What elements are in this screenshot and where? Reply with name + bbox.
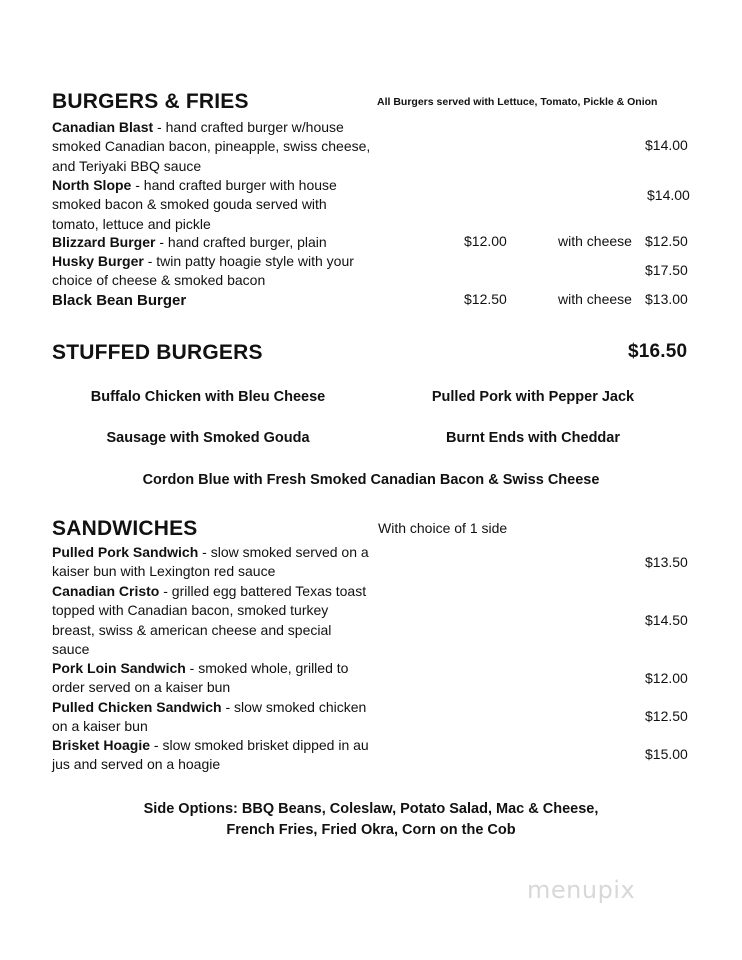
menu-item-husky-burger bbox=[52, 252, 372, 291]
stuffed-option: Sausage with Smoked Gouda bbox=[106, 430, 310, 446]
item-description: - smoked whole, grilled to order served on a kaiser bun bbox=[52, 660, 349, 696]
cheese-label: with cheese bbox=[558, 291, 632, 307]
item-price: $15.00 bbox=[645, 746, 688, 762]
item-price: $14.00 bbox=[645, 137, 688, 153]
stuffed-option: Cordon Blue with Fresh Smoked Canadian Bacon & Swiss Cheese bbox=[142, 472, 600, 488]
item-description: - hand crafted burger with house smoked bacon & smoked gouda served with tomato, lettuce and pickle bbox=[52, 177, 337, 232]
item-price: $12.00 bbox=[645, 670, 688, 686]
item-name: North Slope bbox=[52, 177, 132, 193]
item-description: - slow smoked served on a kaiser bun with Lexington red sauce bbox=[52, 544, 369, 580]
sandwiches-section-title: SANDWICHES bbox=[52, 517, 198, 540]
stuffed-price: $16.50 bbox=[628, 341, 688, 362]
item-description: - grilled egg battered Texas toast topped with Canadian bacon, smoked turkey breast, swiss & american cheese and special sauce bbox=[52, 583, 367, 657]
item-description: - hand crafted burger, plain bbox=[155, 234, 327, 250]
item-description: - slow smoked brisket dipped in au jus and served on a hoagie bbox=[52, 737, 369, 773]
menu-item-brisket-hoagie bbox=[52, 736, 372, 775]
item-base-price: $12.00 bbox=[464, 233, 507, 249]
stuffed-option: Burnt Ends with Cheddar bbox=[446, 430, 620, 446]
item-price: $14.50 bbox=[645, 612, 688, 628]
stuffed-option: Buffalo Chicken with Bleu Cheese bbox=[90, 389, 326, 405]
item-description: - slow smoked chicken on a kaiser bun bbox=[52, 699, 367, 735]
item-price: $14.00 bbox=[647, 187, 690, 203]
menu-item-pulled-pork-sandwich bbox=[52, 543, 372, 582]
menu-item-blizzard-burger bbox=[52, 233, 432, 252]
stuffed-section-title: STUFFED BURGERS bbox=[52, 341, 263, 364]
side-options-line: Side Options: BBQ Beans, Coleslaw, Potato Salad, Mac & Cheese, bbox=[143, 801, 599, 817]
item-description: - hand crafted burger w/house smoked Canadian bacon, pineapple, swiss cheese, and Teriyaki BBQ sauce bbox=[52, 119, 371, 174]
item-name: Pulled Pork Sandwich bbox=[52, 544, 199, 560]
menu-item-canadian-cristo bbox=[52, 582, 372, 659]
item-name: Canadian Cristo bbox=[52, 583, 160, 599]
stuffed-option: Pulled Pork with Pepper Jack bbox=[431, 389, 635, 405]
burgers-note: All Burgers served with Lettuce, Tomato, Pickle & Onion bbox=[377, 96, 658, 108]
menu-item-pork-loin-sandwich bbox=[52, 659, 372, 698]
item-name: Blizzard Burger bbox=[52, 234, 156, 250]
item-name: Pulled Chicken Sandwich bbox=[52, 699, 222, 715]
item-name: Brisket Hoagie bbox=[52, 737, 151, 753]
item-price: $13.50 bbox=[645, 554, 688, 570]
menu-item-canadian-blast bbox=[52, 118, 372, 176]
item-name: Black Bean Burger bbox=[52, 292, 187, 309]
menu-item-north-slope bbox=[52, 176, 372, 234]
item-base-price: $12.50 bbox=[464, 291, 507, 307]
item-name: Husky Burger bbox=[52, 253, 144, 269]
sandwiches-note: With choice of 1 side bbox=[378, 520, 508, 536]
item-price: $13.00 bbox=[645, 291, 688, 307]
item-price: $12.50 bbox=[645, 708, 688, 724]
item-description: - twin patty hoagie style with your choice of cheese & smoked bacon bbox=[52, 253, 354, 289]
watermark-logo: menupix bbox=[527, 876, 636, 904]
burgers-section-title: BURGERS & FRIES bbox=[52, 90, 249, 113]
cheese-label: with cheese bbox=[558, 233, 632, 249]
item-price: $12.50 bbox=[645, 233, 688, 249]
item-price: $17.50 bbox=[645, 262, 688, 278]
side-options-line: French Fries, Fried Okra, Corn on the Cob bbox=[226, 822, 516, 838]
menu-item-pulled-chicken-sandwich bbox=[52, 698, 372, 737]
item-name: Pork Loin Sandwich bbox=[52, 660, 186, 676]
menu-item-black-bean-burger bbox=[52, 291, 372, 310]
item-name: Canadian Blast bbox=[52, 119, 154, 135]
